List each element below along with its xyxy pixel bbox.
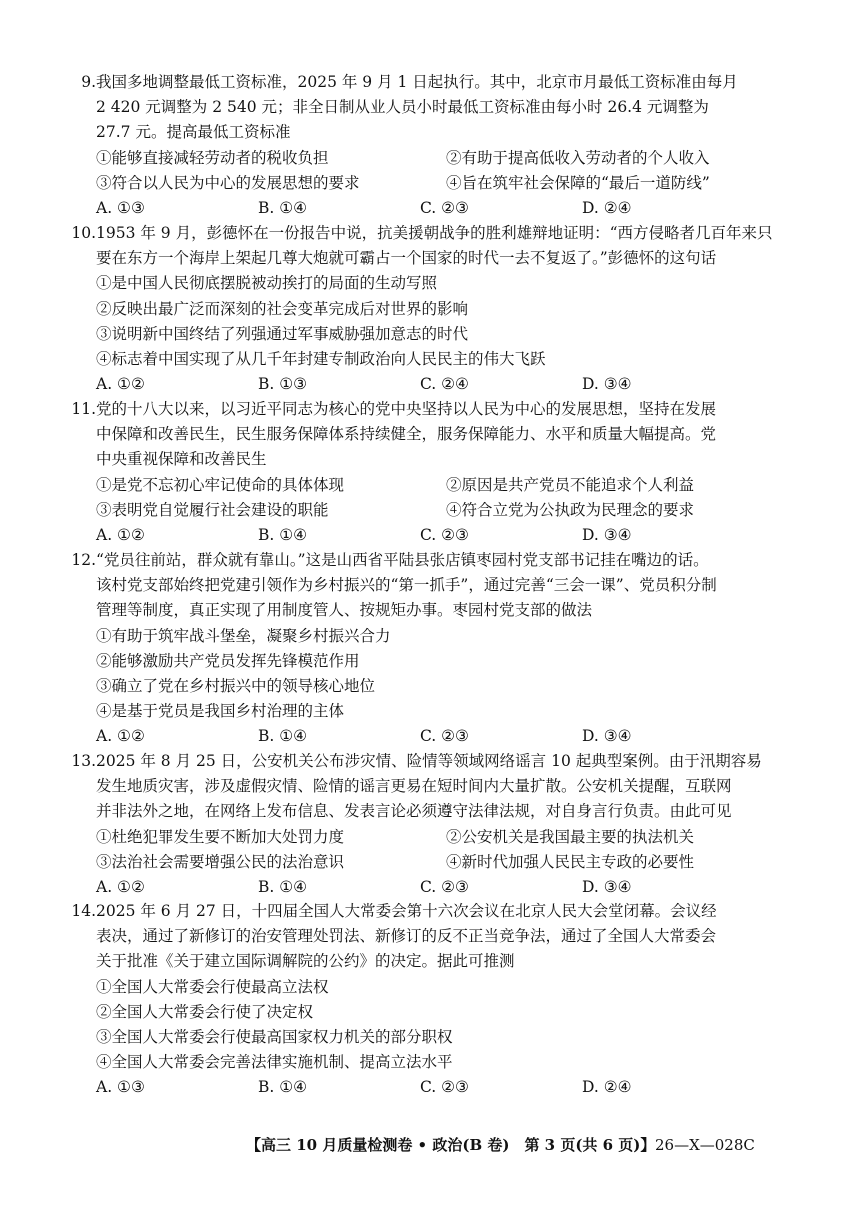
question-stem-line: 27.7 元。提高最低工资标准 bbox=[96, 123, 291, 142]
statement-1: ①全国人大常委会行使最高立法权 bbox=[96, 977, 329, 996]
choice-b: B. ①④ bbox=[258, 1078, 308, 1097]
statement-3: ③表明党自觉履行社会建设的职能 bbox=[96, 500, 329, 519]
choice-d: D. ③④ bbox=[582, 375, 632, 394]
statement-row bbox=[96, 146, 796, 171]
question-stem-line: 关于批准《关于建立国际调解院的公约》的决定。据此可推测 bbox=[96, 952, 515, 971]
choice-b: B. ①④ bbox=[258, 727, 308, 746]
choice-d: D. ③④ bbox=[582, 727, 632, 746]
statement-3: ③说明新中国终结了列强通过军事威胁强加意志的时代 bbox=[96, 324, 469, 343]
choice-b: B. ①④ bbox=[258, 878, 308, 897]
statement-2: ②反映出最广泛而深刻的社会变革完成后对世界的影响 bbox=[96, 299, 469, 318]
question-14 bbox=[71, 899, 796, 1101]
answer-choices bbox=[96, 372, 796, 397]
answer-choices bbox=[96, 875, 796, 900]
statement-row bbox=[96, 825, 796, 850]
question-number: 11. bbox=[71, 400, 96, 418]
question-stem-line: 11.党的十八大以来，以习近平同志为核心的党中央坚持以人民为中心的发展思想，坚持在发展 bbox=[96, 397, 796, 422]
answer-choices bbox=[96, 523, 796, 548]
question-stem-line: 10.1953 年 9 月，彭德怀在一份报告中说，抗美援朝战争的胜利雄辩地证明：“西方侵略者几百年来只 bbox=[96, 221, 796, 246]
statement-3: ③全国人大常委会行使最高国家权力机关的部分职权 bbox=[96, 1028, 453, 1047]
statement-4: ④全国人大常委会完善法律实施机制、提高立法水平 bbox=[96, 1053, 453, 1072]
question-stem-line: 并非法外之地，在网络上发布信息、发表言论必须遵守法律法规，对自身言行负责。由此可见 bbox=[96, 802, 732, 821]
statement-4: ④符合立党为公执政为民理念的要求 bbox=[446, 500, 695, 519]
question-number: 9. bbox=[81, 73, 96, 91]
statement-row bbox=[96, 171, 796, 196]
choice-c: C. ②③ bbox=[420, 526, 469, 545]
question-stem-line: 9.我国多地调整最低工资标准，2025 年 9 月 1 日起执行。其中，北京市月最低工资标准由每月 bbox=[96, 70, 796, 95]
choice-a: A. ①③ bbox=[96, 199, 145, 218]
question-stem-line: 要在东方一个海岸上架起几尊大炮就可霸占一个国家的时代一去不复返了。”彭德怀的这句话 bbox=[96, 249, 717, 268]
choice-c: C. ②③ bbox=[420, 878, 469, 897]
question-stem-line: 发生地质灾害，涉及虚假灾情、险情的谣言更易在短时间内大量扩散。公安机关提醒，互联网 bbox=[96, 777, 732, 796]
choice-a: A. ①② bbox=[96, 526, 145, 545]
statement-1: ①能够直接减轻劳动者的税收负担 bbox=[96, 148, 329, 167]
question-10 bbox=[71, 221, 796, 397]
question-13 bbox=[71, 749, 796, 900]
choice-d: D. ②④ bbox=[582, 1078, 632, 1097]
question-stem-line: 14.2025 年 6 月 27 日，十四届全国人大常委会第十六次会议在北京人民大会堂闭幕。会议经 bbox=[96, 899, 796, 924]
page-footer bbox=[246, 1134, 806, 1156]
answer-choices bbox=[96, 196, 796, 221]
statement-1: ①有助于筑牢战斗堡垒，凝聚乡村振兴合力 bbox=[96, 626, 391, 645]
choice-a: A. ①③ bbox=[96, 1078, 145, 1097]
statement-row bbox=[96, 498, 796, 523]
question-stem-line: 中央重视保障和改善民生 bbox=[96, 450, 267, 469]
question-number: 13. bbox=[71, 752, 96, 770]
choice-b: B. ①④ bbox=[258, 526, 308, 545]
choice-c: C. ②③ bbox=[420, 1078, 469, 1097]
question-stem-line: 2 420 元调整为 2 540 元；非全日制从业人员小时最低工资标准由每小时 26.4 元调整为 bbox=[96, 98, 709, 117]
choice-d: D. ③④ bbox=[582, 526, 632, 545]
choice-b: B. ①④ bbox=[258, 199, 308, 218]
question-stem-line: 表决，通过了新修订的治安管理处罚法、新修订的反不正当竞争法，通过了全国人大常委会 bbox=[96, 927, 717, 946]
choice-a: A. ①② bbox=[96, 878, 145, 897]
question-number: 14. bbox=[71, 902, 96, 920]
choice-c: C. ②④ bbox=[420, 375, 469, 394]
question-number: 12. bbox=[71, 551, 96, 569]
statement-2: ②公安机关是我国最主要的执法机关 bbox=[446, 827, 695, 846]
statement-4: ④标志着中国实现了从几千年封建专制政治向人民民主的伟大飞跃 bbox=[96, 350, 546, 369]
statement-2: ②有助于提高低收入劳动者的个人收入 bbox=[446, 148, 710, 167]
choice-d: D. ③④ bbox=[582, 878, 632, 897]
footer-title: 【高三 10 月质量检测卷 • 政治(B 卷) 第 3 页(共 6 页)】 bbox=[246, 1136, 656, 1154]
statement-4: ④是基于党员是我国乡村治理的主体 bbox=[96, 702, 345, 721]
question-11 bbox=[71, 397, 796, 548]
statement-4: ④旨在筑牢社会保障的“最后一道防线” bbox=[446, 173, 710, 192]
statement-2: ②全国人大常委会行使了决定权 bbox=[96, 1002, 314, 1021]
choice-c: C. ②③ bbox=[420, 199, 469, 218]
statement-1: ①是中国人民彻底摆脱被动挨打的局面的生动写照 bbox=[96, 274, 438, 293]
question-number: 10. bbox=[71, 224, 96, 242]
question-12 bbox=[71, 548, 796, 750]
statement-1: ①是党不忘初心牢记使命的具体体现 bbox=[96, 475, 345, 494]
choice-a: A. ①② bbox=[96, 375, 145, 394]
statement-3: ③确立了党在乡村振兴中的领导核心地位 bbox=[96, 677, 376, 696]
statement-row bbox=[96, 850, 796, 875]
question-stem-line: 12.“党员往前站，群众就有靠山。”这是山西省平陆县张店镇枣园村党支部书记挂在嘴边的话。 bbox=[96, 548, 796, 573]
question-stem-line: 13.2025 年 8 月 25 日，公安机关公布涉灾情、险情等领域网络谣言 10 起典型案例。由于汛期容易 bbox=[96, 749, 796, 774]
statement-2: ②原因是共产党员不能追求个人利益 bbox=[446, 475, 695, 494]
question-stem-line: 该村党支部始终把党建引领作为乡村振兴的“第一抓手”，通过完善“三会一课”、党员积分制 bbox=[96, 576, 717, 595]
answer-choices bbox=[96, 1075, 796, 1100]
question-stem-line: 中保障和改善民生，民生服务保障体系持续健全，服务保障能力、水平和质量大幅提高。党 bbox=[96, 425, 717, 444]
answer-choices bbox=[96, 724, 796, 749]
statement-3: ③符合以人民为中心的发展思想的要求 bbox=[96, 173, 360, 192]
statement-1: ①杜绝犯罪发生要不断加大处罚力度 bbox=[96, 827, 345, 846]
choice-c: C. ②③ bbox=[420, 727, 469, 746]
question-9 bbox=[81, 70, 796, 221]
statement-3: ③法治社会需要增强公民的法治意识 bbox=[96, 852, 345, 871]
exam-code: 26—X—028C bbox=[655, 1136, 755, 1154]
choice-d: D. ②④ bbox=[582, 199, 632, 218]
statement-4: ④新时代加强人民民主专政的必要性 bbox=[446, 852, 695, 871]
choice-a: A. ①② bbox=[96, 727, 145, 746]
question-stem-line: 管理等制度，真正实现了用制度管人、按规矩办事。枣园村党支部的做法 bbox=[96, 601, 593, 620]
statement-2: ②能够激励共产党员发挥先锋模范作用 bbox=[96, 651, 360, 670]
statement-row bbox=[96, 473, 796, 498]
choice-b: B. ①③ bbox=[258, 375, 308, 394]
